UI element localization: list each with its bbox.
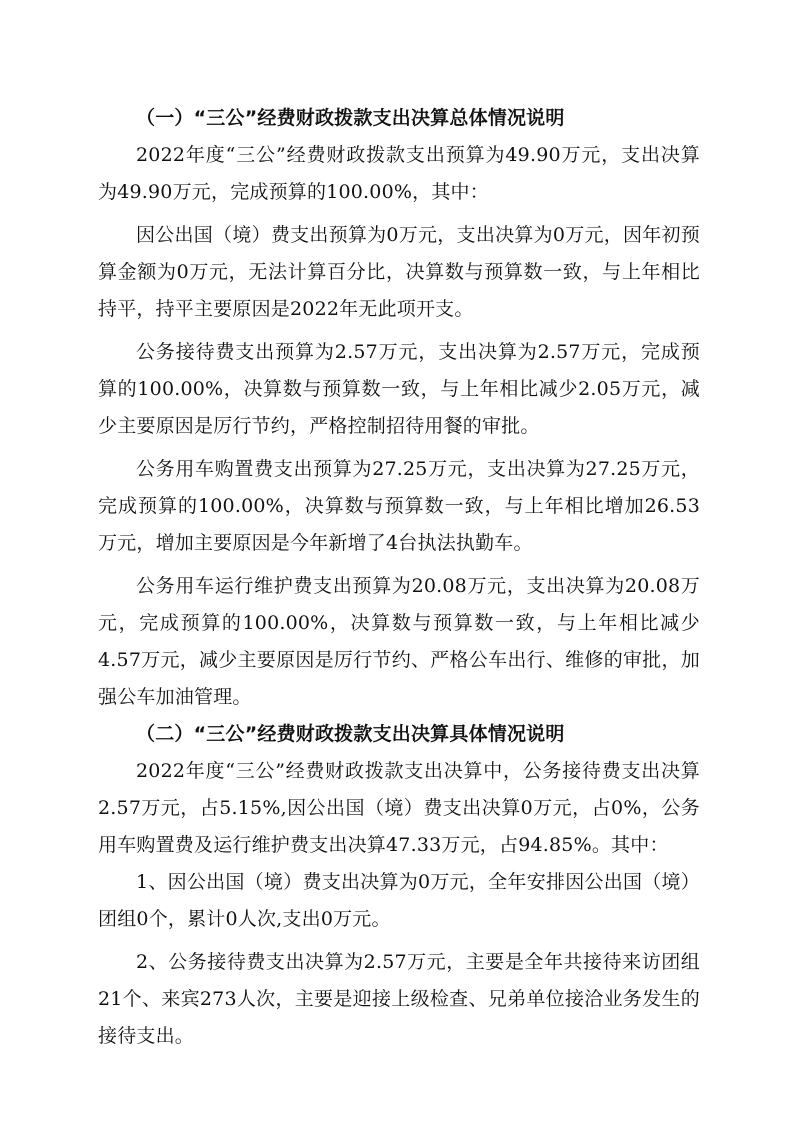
section2-paragraph-3: 2、公务接待费支出决算为2.57万元，主要是全年共接待来访团组21个、来宾273人次，主要是迎接上级检查、兄弟单位接洽业务发生的接待支出。 bbox=[98, 951, 700, 1047]
section2-heading: （二）“三公”经费财政拨款支出决算具体情况说明 bbox=[136, 723, 565, 745]
document-body bbox=[98, 100, 700, 1055]
section1-paragraph-4: 公务用车购置费支出预算为27.25万元，支出决算为27.25万元，完成预算的100.00%，决算数与预算数一致，与上年相比增加26.53万元，增加主要原因是今年新增了4台执法执勤车。 bbox=[98, 458, 700, 554]
section2-paragraph-2: 1、因公出国（境）费支出决算为0万元，全年安排因公出国（境）团组0个，累计0人次,支出0万元。 bbox=[98, 871, 700, 930]
section1-paragraph-3: 公务接待费支出预算为2.57万元，支出决算为2.57万元，完成预算的100.00%，决算数与预算数一致，与上年相比减少2.05万元，减少主要原因是厉行节约，严格控制招待用餐的审批。 bbox=[98, 341, 700, 437]
section1-paragraph-5: 公务用车运行维护费支出预算为20.08万元，支出决算为20.08万元，完成预算的100.00%，决算数与预算数一致，与上年相比减少4.57万元，减少主要原因是厉行节约、严格公车出行、维修的审批，加强公车加油管理。 bbox=[98, 575, 700, 708]
section2-paragraph-1: 2022年度“三公”经费财政拨款支出决算中，公务接待费支出决算2.57万元，占5.15%,因公出国（境）费支出决算0万元，占0%，公务用车购置费及运行维护费支出决算47.33万元，占94.85%。其中： bbox=[98, 760, 700, 856]
section1-paragraph-2: 因公出国（境）费支出预算为0万元，支出决算为0万元，因年初预算金额为0万元，无法计算百分比，决算数与预算数一致，与上年相比持平，持平主要原因是2022年无此项开支。 bbox=[98, 224, 700, 320]
section1-heading: （一）“三公”经费财政拨款支出决算总体情况说明 bbox=[136, 107, 565, 129]
section1-paragraph-1: 2022年度“三公”经费财政拨款支出预算为49.90万元，支出决算为49.90万元，完成预算的100.00%，其中： bbox=[98, 144, 700, 203]
